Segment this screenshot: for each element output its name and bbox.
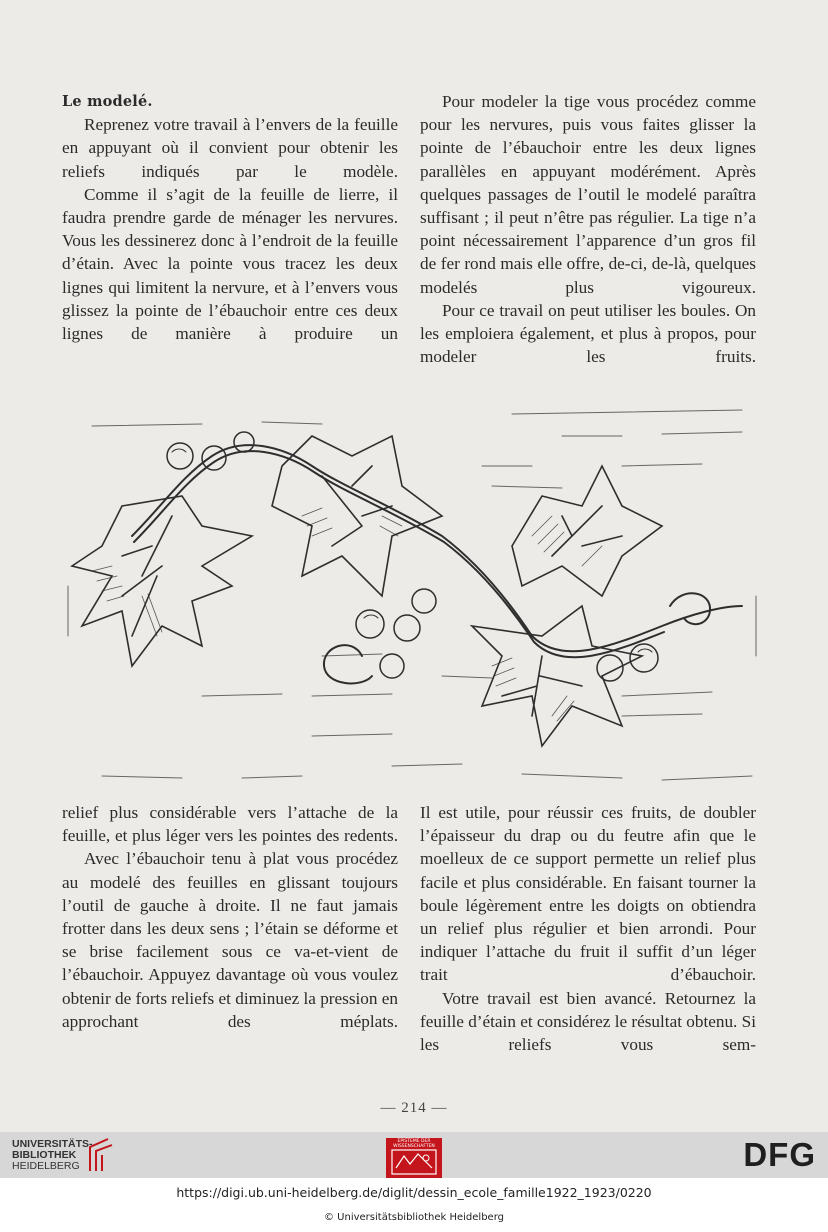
paragraph: Votre travail est bien avancé. Retournez la feuille d’étain et considérez le résultat obtenu. Si les reliefs vous sem- [420, 988, 756, 1055]
paragraph: relief plus considérable vers l’attache de la feuille, et plus léger vers les pointes des redents. [62, 803, 398, 846]
digitization-project-logo[interactable] [386, 1138, 442, 1178]
library-line-2: BIBLIOTHEK [12, 1149, 77, 1161]
library-line-3: HEIDELBERG [12, 1160, 80, 1172]
text-column-top-right [420, 90, 756, 368]
footer-logo-bar [0, 1132, 828, 1178]
paragraph: Comme il s’agit de la feuille de lierre, il faudra prendre garde de ménager les nervures. Vous les dessinerez donc à l’endroit de la feuille d’étain. Avec la pointe vous tracez les deux lignes qui limitent la nervure, et à l’envers vous glissez la pointe de l’ébauchoir entre ces deux lignes de manière à produire un [62, 184, 398, 344]
library-logo-icon [86, 1137, 116, 1173]
section-heading: Le modelé. [62, 93, 153, 110]
logo-caption: EPISTEME DER WISSENSCHAFTEN [393, 1139, 435, 1149]
text-column-bottom-right [420, 801, 756, 1056]
text-column-bottom-left [62, 801, 398, 1033]
copyright-notice: © Universitätsbibliothek Heidelberg [323, 1212, 504, 1223]
dfg-logo[interactable]: DFG [743, 1136, 816, 1173]
ivy-illustration [62, 396, 762, 790]
paragraph: Pour modeler la tige vous procédez comme pour les nervures, puis vous faites glisser la pointe de l’ébauchoir entre les deux lignes parallèles en appuyant modérément. Après quelques passages de l’outil le modelé paraîtra suffisant ; il peut n’être pas régulier. La tige n’a point nécessairement l’apparence d’un gros fil de fer rond mais elle offre, de-ci, de-là, quelques modelés plus vigoureux. [420, 92, 756, 297]
permalink-url[interactable]: https://digi.ub.uni-heidelberg.de/diglit/dessin_ecole_famille1922_1923/0220 [176, 1185, 652, 1200]
page-number: — 214 — [380, 1100, 448, 1116]
viewer-footer [0, 1132, 828, 1232]
paragraph: Il est utile, pour réussir ces fruits, de doubler l’épaisseur du drap ou du feutre afin que le moelleux de ce support permette un relief plus facile et plus considérable. En faisant tourner la boule légèrement entre les doigts on obtiendra un relief plus régulier et bien arrondi. Pour indiquer l’attache du fruit il suffit d’un léger trait d’ébauchoir. [420, 803, 756, 985]
university-library-logo-text[interactable] [12, 1139, 93, 1172]
paragraph: Reprenez votre travail à l’envers de la feuille en appuyant où il convient pour obtenir les reliefs indiqués par le modèle. [62, 115, 398, 181]
library-line-1: UNIVERSITÄTS- [12, 1138, 93, 1150]
paragraph: Pour ce travail on peut utiliser les boules. On les emploiera également, et plus à propos, pour modeler les fruits. [420, 300, 756, 367]
text-column-top-left [62, 90, 398, 345]
paragraph: Avec l’ébauchoir tenu à plat vous procédez au modelé des feuilles en glissant toujours l’outil de gauche à droite. Il ne faut jamais frotter dans les deux sens ; l’étain se déforme et se brise facilement sous ce va-et-vient de l’ébauchoir. Appuyez davantage où vous voulez obtenir de forts reliefs et diminuez la pression en approchant des méplats. [62, 849, 399, 1031]
